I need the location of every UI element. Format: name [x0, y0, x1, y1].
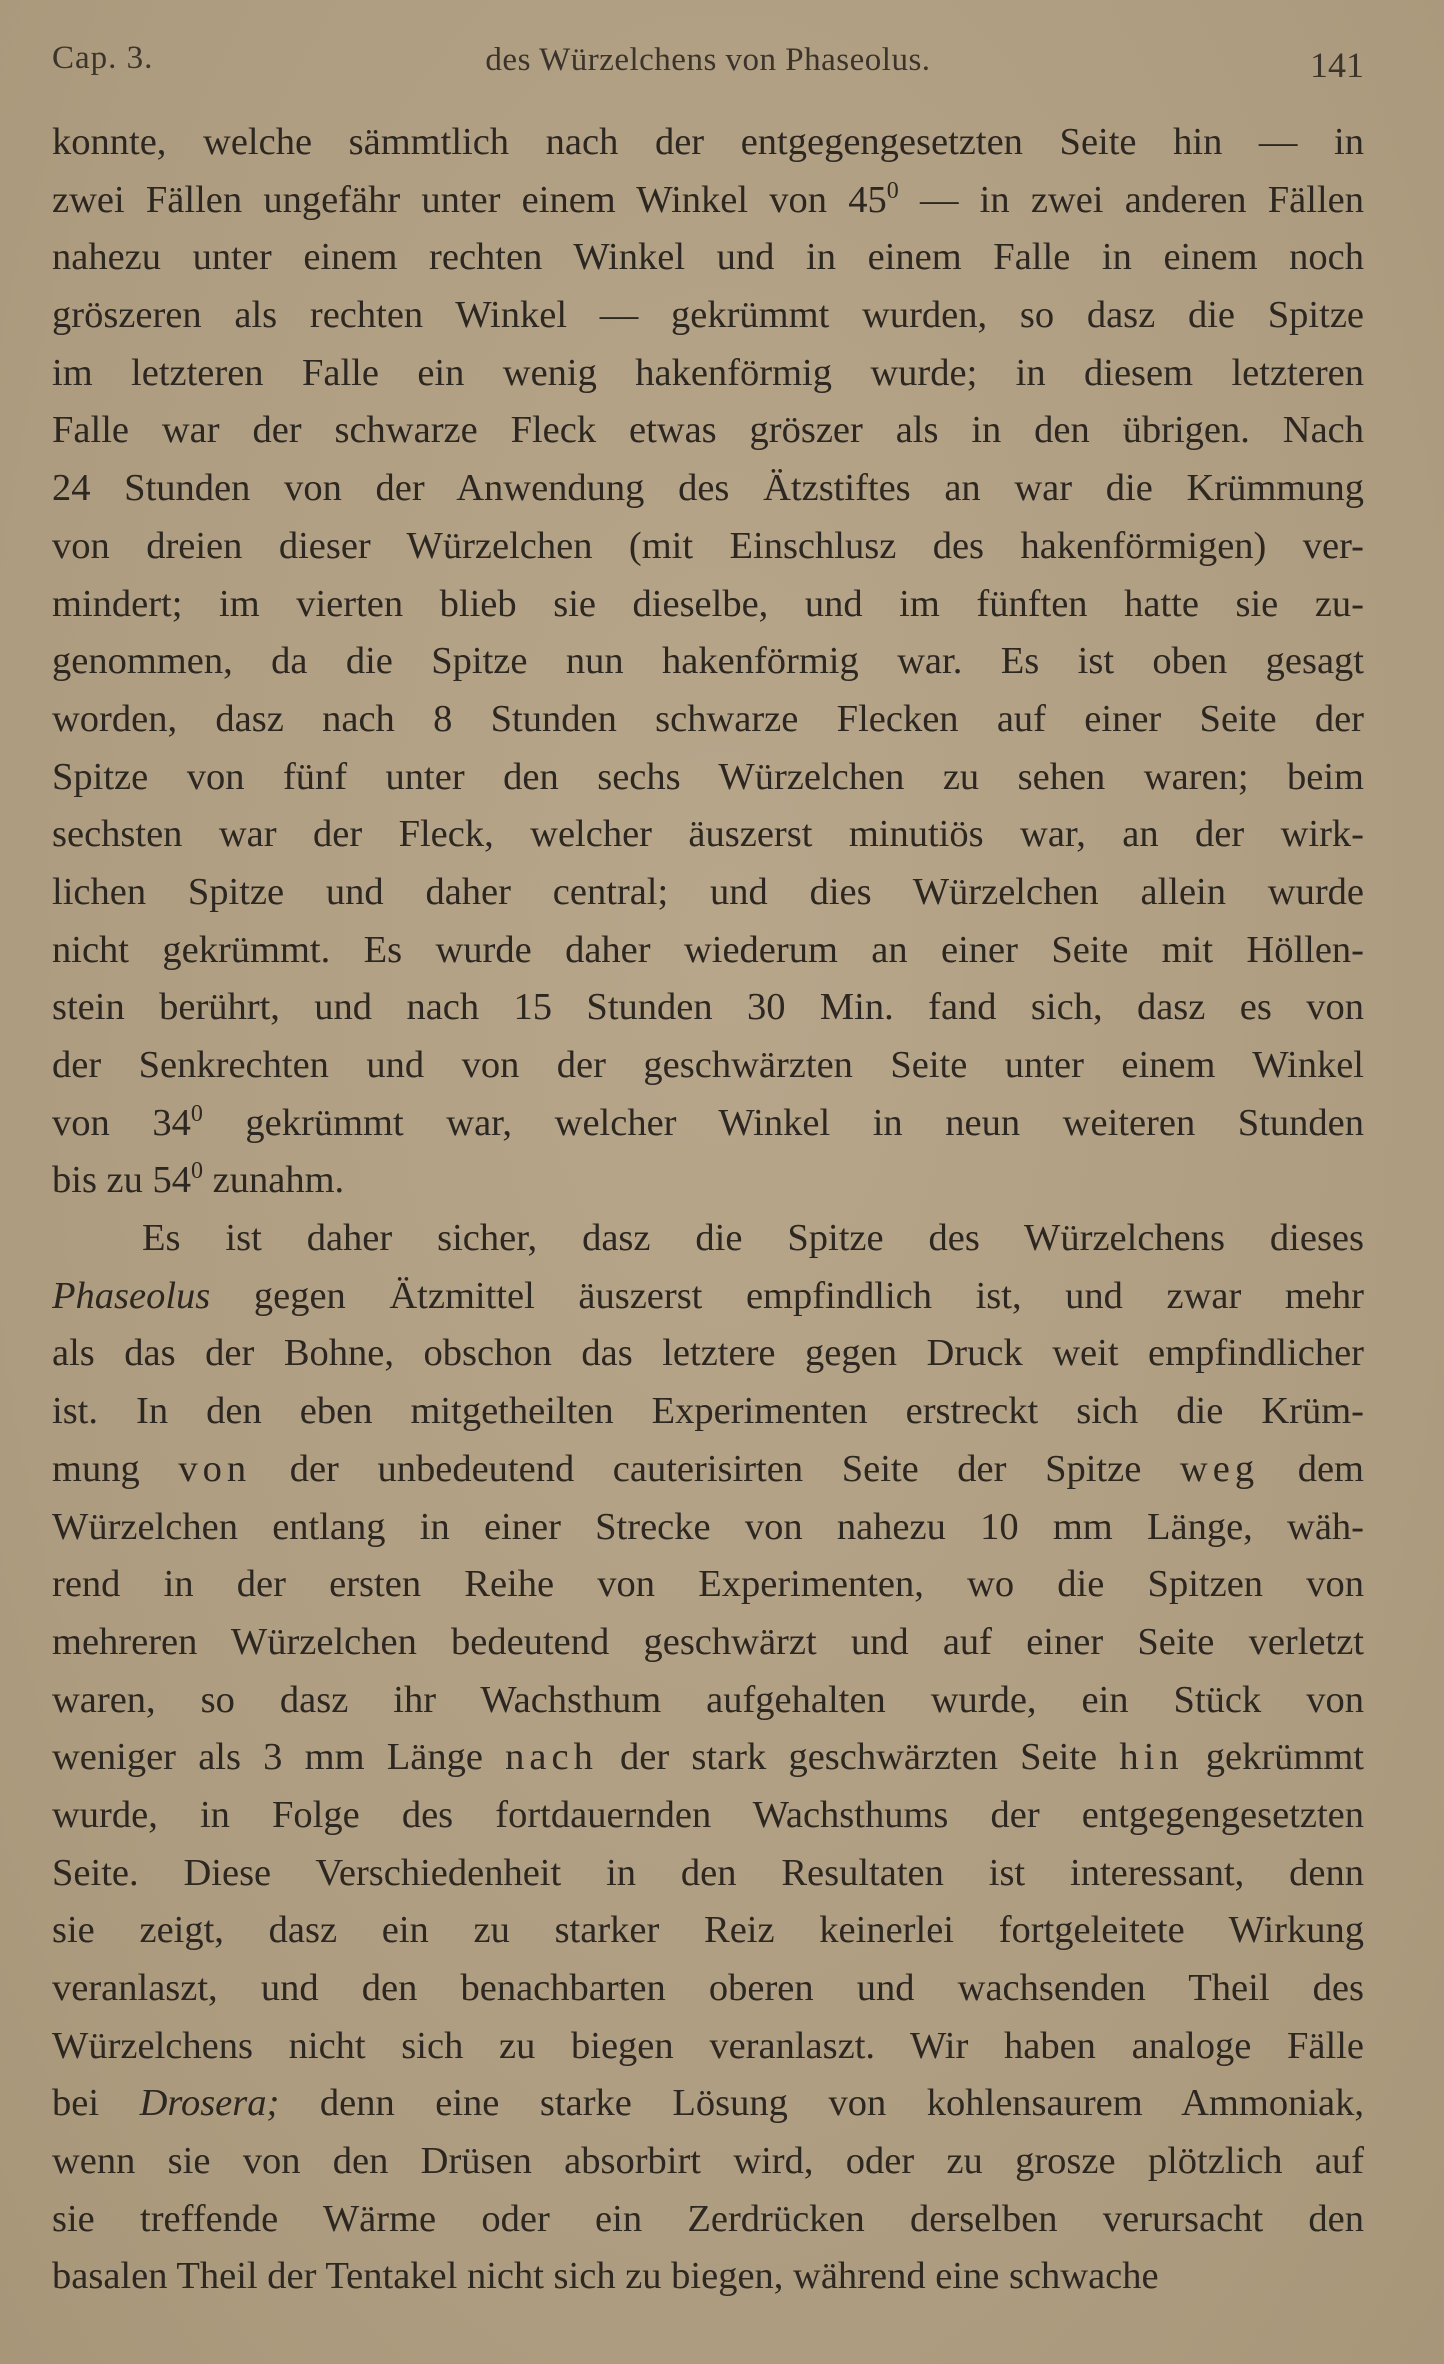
- text-line: [52, 2018, 1364, 2076]
- degree-superscript: 0: [190, 1100, 203, 1127]
- text-run: dem: [1259, 1447, 1364, 1490]
- text-run: genommen, da die Spitze nun hakenförmig war. Es ist oben gesagt: [52, 640, 1364, 683]
- text-run: Würzelchens nicht sich zu biegen veranlaszt. Wir haben analoge Fälle: [52, 2024, 1364, 2067]
- emphasized-word: weg: [1179, 1447, 1260, 1490]
- text-run: nahezu unter einem rechten Winkel und in einem Falle in einem noch: [52, 236, 1364, 279]
- italic-term: Drosera;: [139, 2082, 280, 2125]
- text-line: [52, 460, 1364, 518]
- text-line: [52, 1960, 1364, 2018]
- text-line: [52, 114, 1364, 172]
- text-line: [52, 287, 1364, 345]
- text-line: [52, 2191, 1364, 2249]
- text-run: gekrümmt war, welcher Winkel in neun weiteren Stunden: [202, 1101, 1364, 1144]
- text-line: [52, 2133, 1364, 2191]
- text-run: Falle war der schwarze Fleck etwas grӧszer als in den übrigen. Nach: [52, 409, 1364, 452]
- text-line: [52, 979, 1364, 1037]
- text-run: 24 Stunden von der Anwendung des Ätzstiftes an war die Krümmung: [52, 467, 1364, 510]
- text-line: [52, 1614, 1364, 1672]
- text-run: rend in der ersten Reihe von Experimenten, wo die Spitzen von: [52, 1563, 1364, 1606]
- text-line: [52, 1037, 1364, 1095]
- text-line: [52, 749, 1364, 807]
- text-run: im letzteren Falle ein wenig hakenförmig wurde; in diesem letzteren: [52, 351, 1364, 394]
- text-run: Seite. Diese Verschiedenheit in den Resultaten ist interessant, denn: [52, 1851, 1364, 1894]
- text-line: [52, 806, 1364, 864]
- text-run: lichen Spitze und daher central; und dies Würzelchen allein wurde: [52, 870, 1364, 913]
- text-run: konnte, welche sämmtlich nach der entgegengesetzten Seite hin — in: [52, 121, 1364, 163]
- text-run: Spitze von fünf unter den sechs Würzelchen zu sehen waren; beim: [52, 755, 1364, 798]
- text-run: veranlaszt, und den benachbarten oberen und wachsenden Theil des: [52, 1967, 1364, 2009]
- text-line: [52, 864, 1364, 922]
- text-run: grӧszeren als rechten Winkel — gekrümmt wurden, so dasz die Spitze: [52, 294, 1364, 337]
- text-line: [52, 1845, 1364, 1903]
- emphasized-word: nach: [505, 1736, 598, 1779]
- text-line: [52, 1268, 1364, 1326]
- emphasized-word: von: [178, 1447, 252, 1490]
- book-page: [52, 38, 1364, 2306]
- text-run: der Senkrechten und von der geschwärzten Seite unter einem Winkel: [52, 1044, 1364, 1086]
- text-run: wurde, in Folge des fortdauernden Wachsthums der entgegengesetzten: [52, 1793, 1364, 1836]
- text-line: [52, 1441, 1364, 1499]
- degree-superscript: 0: [191, 1158, 204, 1185]
- text-line: [52, 229, 1364, 287]
- text-run: sechsten war der Fleck, welcher äuszerst minutiös war, an der wirk-: [52, 813, 1364, 856]
- text-run: denn eine starke Lösung von kohlensaurem Ammoniak,: [279, 2082, 1364, 2125]
- text-run: wenn sie von den Drüsen absorbirt wird, oder zu grosze plötzlich auf: [52, 2140, 1364, 2183]
- degree-superscript: 0: [886, 177, 899, 204]
- text-line: [52, 691, 1364, 749]
- chapter-label: Cap. 3.: [52, 40, 154, 76]
- text-line: [52, 345, 1364, 403]
- text-line: [52, 518, 1364, 576]
- text-run: bis zu 54: [52, 1159, 192, 1202]
- text-run: stein berührt, und nach 15 Stunden 30 Min. fand sich, dasz es von: [52, 986, 1364, 1029]
- text-line: [52, 1383, 1364, 1441]
- text-run: gekrümmt: [1183, 1736, 1364, 1779]
- text-run: bei: [52, 2082, 140, 2125]
- text-run: gegen Ätzmittel äuszerst empfindlich ist, und zwar mehr: [210, 1274, 1364, 1317]
- text-run: basalen Theil der Tentakel nicht sich zu biegen, während eine schwache: [52, 2255, 1159, 2298]
- text-run: Es ist daher sicher, dasz die Spitze des Würzelchens dieses: [142, 1217, 1364, 1260]
- body-text: [52, 114, 1364, 2306]
- text-run: von 34: [52, 1101, 191, 1144]
- italic-term: Phaseolus: [52, 1274, 211, 1317]
- text-line: [52, 1556, 1364, 1614]
- running-title: des Würzelchens von Phaseolus.: [485, 42, 931, 78]
- text-line: [52, 1152, 1364, 1210]
- text-line: [52, 1902, 1364, 1960]
- text-run: worden, dasz nach 8 Stunden schwarze Flecken auf einer Seite der: [52, 697, 1364, 740]
- text-line: [52, 1672, 1364, 1730]
- running-header: [52, 38, 1364, 90]
- text-run: mehreren Würzelchen bedeutend geschwärzt und auf einer Seite verletzt: [52, 1620, 1364, 1663]
- text-run: von dreien dieser Würzelchen (mit Einschlusz des hakenförmigen) ver-: [52, 524, 1364, 567]
- text-line: [52, 2248, 1364, 2306]
- text-run: nicht gekrümmt. Es wurde daher wiederum an einer Seite mit Höllen-: [52, 928, 1364, 971]
- text-line: [52, 172, 1364, 230]
- text-line: [52, 1095, 1364, 1153]
- text-run: zunahm.: [203, 1159, 345, 1202]
- emphasized-word: hin: [1119, 1736, 1184, 1779]
- text-run: ist. In den eben mitgetheilten Experimenten erstreckt sich die Krüm-: [52, 1390, 1364, 1433]
- text-line: [52, 922, 1364, 980]
- text-run: der unbedeutend cauterisirten Seite der Spitze: [251, 1447, 1180, 1490]
- text-run: — in zwei anderen Fällen: [898, 178, 1364, 221]
- text-run: sie zeigt, dasz ein zu starker Reiz keinerlei fortgeleitete Wirkung: [52, 1909, 1364, 1952]
- text-line: [52, 1325, 1364, 1383]
- text-run: Würzelchen entlang in einer Strecke von nahezu 10 mm Länge, wäh-: [52, 1505, 1364, 1548]
- text-run: mung: [52, 1447, 179, 1490]
- text-line: [52, 576, 1364, 634]
- text-run: als das der Bohne, obschon das letztere gegen Druck weit empfindlicher: [52, 1332, 1364, 1375]
- text-line: [52, 1787, 1364, 1845]
- text-line: [52, 1499, 1364, 1557]
- text-line: [52, 402, 1364, 460]
- text-run: weniger als 3 mm Länge: [52, 1736, 506, 1779]
- text-run: waren, so dasz ihr Wachsthum aufgehalten wurde, ein Stück von: [52, 1678, 1364, 1721]
- text-run: sie treffende Wärme oder ein Zerdrücken derselben verursacht den: [52, 2197, 1364, 2240]
- text-line: [52, 1729, 1364, 1787]
- text-run: zwei Fällen ungefähr unter einem Winkel von 45: [52, 178, 887, 221]
- text-run: mindert; im vierten blieb sie dieselbe, und im fünften hatte sie zu-: [52, 582, 1364, 625]
- text-line: [52, 1210, 1364, 1268]
- text-line: [52, 2075, 1364, 2133]
- page-number: 141: [1310, 45, 1364, 85]
- text-line: [52, 633, 1364, 691]
- text-run: der stark geschwärzten Seite: [597, 1736, 1120, 1779]
